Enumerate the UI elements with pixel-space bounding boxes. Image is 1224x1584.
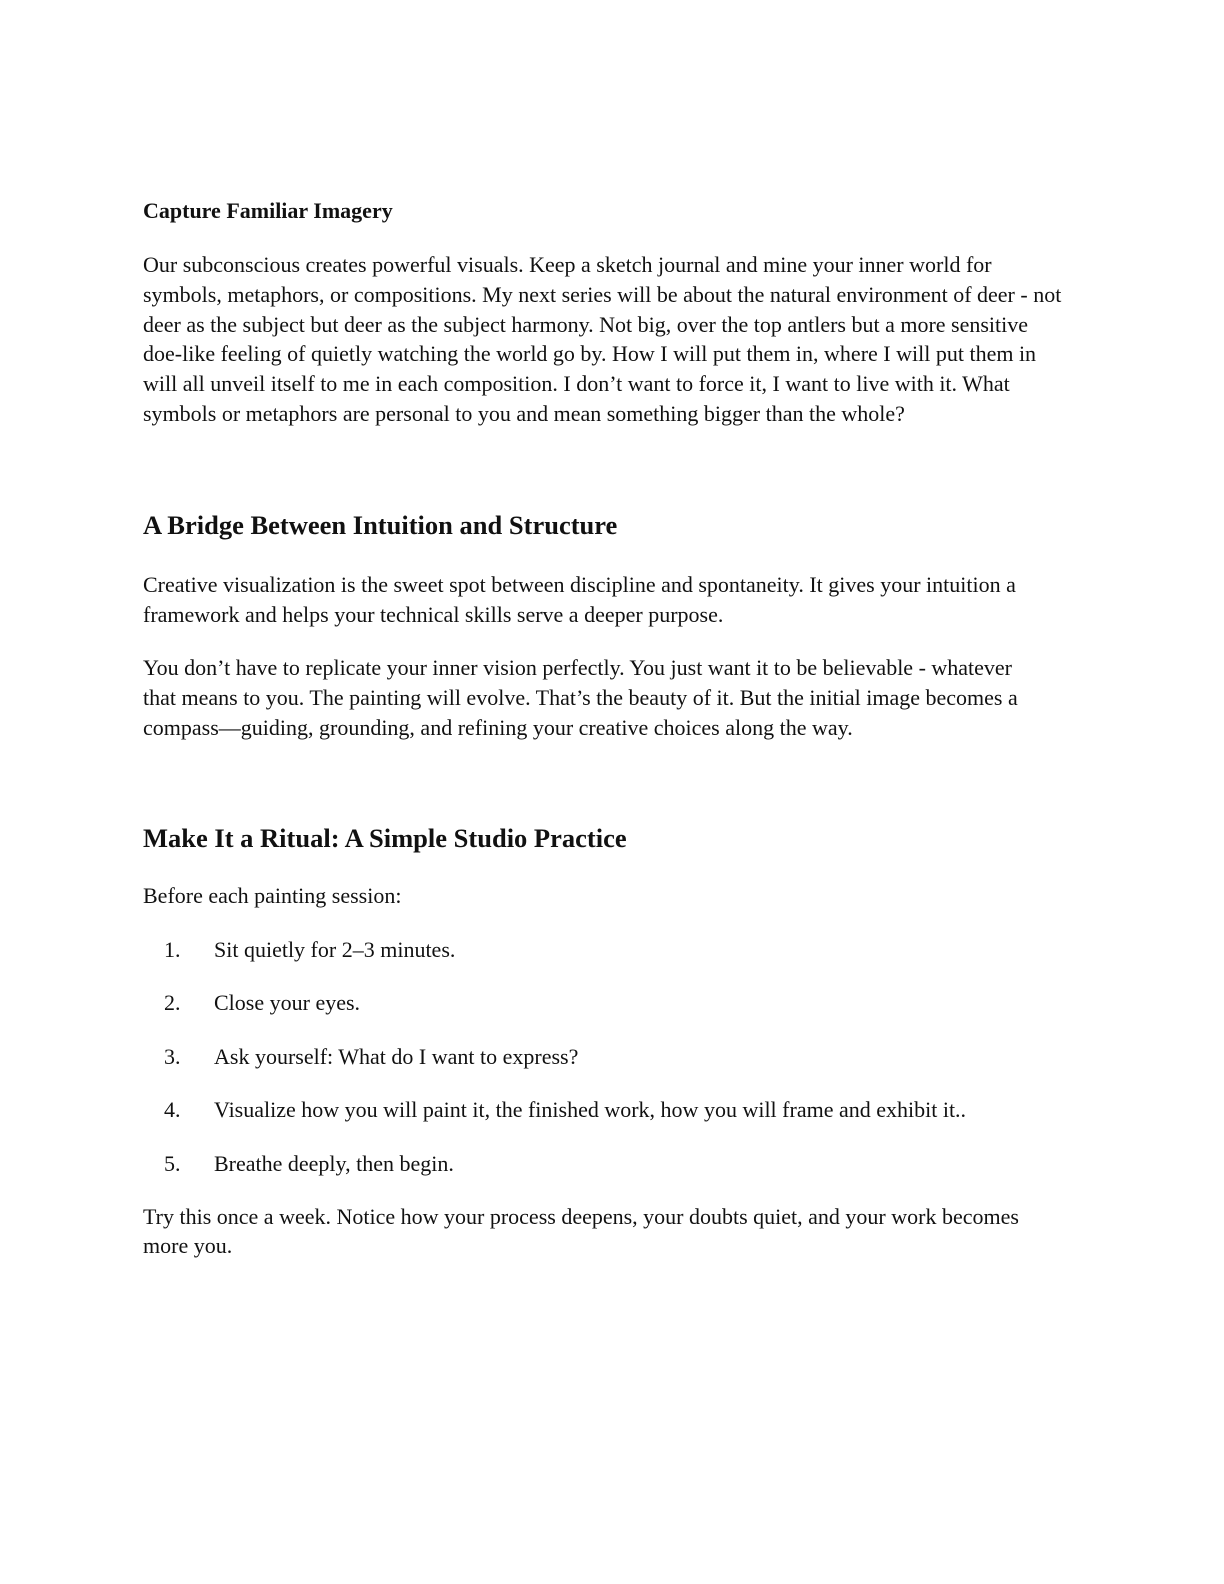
list-item: [143, 1149, 1083, 1179]
list-item-text: Ask yourself: What do I want to express?: [214, 1043, 579, 1069]
list-item-text: Close your eyes.: [214, 990, 361, 1016]
paragraph-capture-imagery: Our subconscious creates powerful visuals. Keep a sketch journal and mine your inner world for symbols, metaphors, or compositions. My next series will be about the natural environment of deer - not deer as the subject but deer as the subject harmony. Not big, over the top antlers but a more sensitive doe-like feeling of quietly watching the world go by. How I will put them in, where I will put them in will all unveil itself to me in each composition. I don’t want to force it, I want to live with it. What symbols or metaphors are personal to you and mean something bigger than the whole?: [143, 252, 1062, 426]
list-item-text: Sit quietly for 2–3 minutes.: [214, 936, 456, 962]
list-item-number: 1.: [164, 936, 181, 962]
list-item-text: Visualize how you will paint it, the finished work, how you will frame and exhibit it..: [214, 1097, 967, 1123]
paragraph-before-session: Before each painting session:: [143, 882, 402, 908]
list-item-number: 4.: [164, 1097, 181, 1123]
list-item-number: 5.: [164, 1150, 181, 1176]
list-item-text: Breathe deeply, then begin.: [214, 1150, 454, 1176]
paragraph-closing: Try this once a week. Notice how your process deepens, your doubts quiet, and your work becomes more you.: [143, 1203, 1019, 1259]
list-item: [143, 1095, 1083, 1125]
paragraph-inner-vision: You don’t have to replicate your inner vision perfectly. You just want it to be believable - whatever that means to you. The painting will evolve. That’s the beauty of it. But the initial image becomes a compass—guiding, grounding, and refining your creative choices along the way.: [143, 655, 1018, 740]
list-item: [143, 988, 1083, 1018]
list-item: [143, 935, 1083, 965]
list-item-number: 3.: [164, 1043, 181, 1069]
section-heading-capture-familiar-imagery: Capture Familiar Imagery: [143, 198, 393, 223]
list-item: [143, 1042, 1083, 1072]
paragraph-creative-visualization: Creative visualization is the sweet spot between discipline and spontaneity. It gives your intuition a framework and helps your technical skills serve a deeper purpose.: [143, 571, 1016, 627]
list-item-number: 2.: [164, 990, 181, 1016]
section-heading-ritual: Make It a Ritual: A Simple Studio Practice: [143, 822, 627, 853]
document-page: [143, 196, 1083, 1261]
section-heading-bridge: A Bridge Between Intuition and Structure: [143, 509, 618, 540]
studio-practice-steps-list: [143, 935, 1083, 1179]
